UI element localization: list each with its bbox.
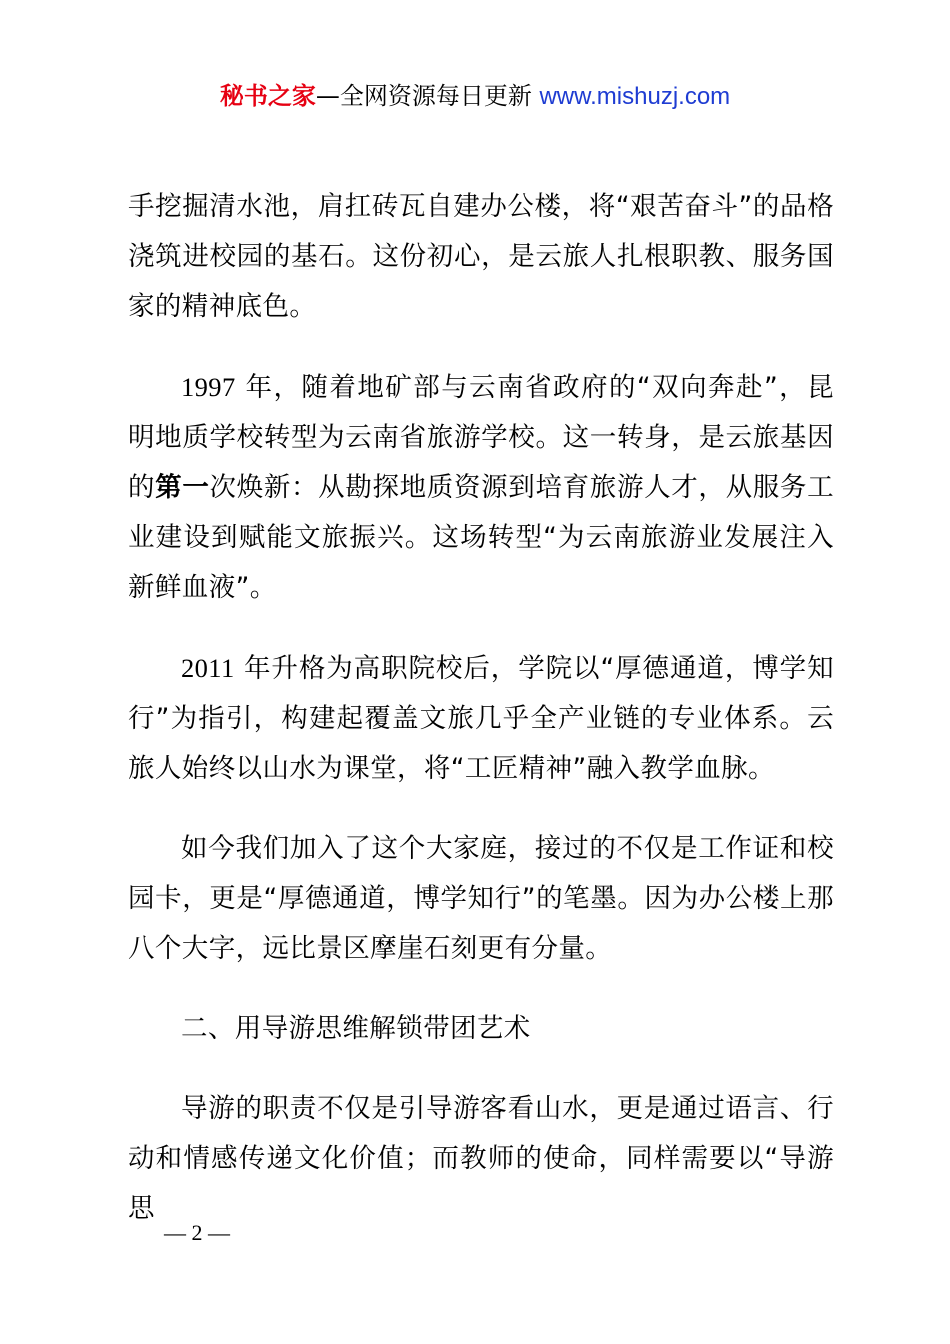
paragraph-3 xyxy=(128,643,834,794)
page-header xyxy=(0,80,950,113)
paragraph-2-bold: 第一 xyxy=(155,472,210,503)
year-1997: 1997 xyxy=(181,372,236,402)
header-brand: 秘书之家 xyxy=(219,82,316,110)
document-body xyxy=(128,182,834,1264)
header-url-link[interactable]: www.mishuzj.com xyxy=(539,83,731,110)
header-tagline: —全网资源每日更新 xyxy=(315,82,540,110)
section-heading: 二、用导游思维解锁带团艺术 xyxy=(181,1013,531,1044)
paragraph-6: 导游的职责不仅是引导游客看山水，更是通过语言、行动和情感传递文化价值；而教师的使命，同样需要以“导游思 xyxy=(128,1093,834,1224)
paragraph-1: 手挖掘清水池，肩扛砖瓦自建办公楼，将“艰苦奋斗”的品格浇筑进校园的基石。这份初心，是云旅人扎根职教、服务国家的精神底色。 xyxy=(128,191,834,322)
paragraph-2-text-a: 年，随着地矿部与云南省政府的“双向奔赴”，昆明地质学校转型为云南省旅游学校。这一转身，是云旅基因的 xyxy=(128,372,834,503)
year-2011: 2011 xyxy=(181,653,235,683)
paragraph-3-text: 年升格为高职院校后，学院以“厚德通道，博学知行”为指引，构建起覆盖文旅几乎全产业链的专业体系。云旅人始终以山水为课堂，将“工匠精神”融入教学血脉。 xyxy=(128,653,834,784)
paragraph-4: 如今我们加入了这个大家庭，接过的不仅是工作证和校园卡，更是“厚德通道，博学知行”的笔墨。因为办公楼上那八个大字，远比景区摩崖石刻更有分量。 xyxy=(128,833,834,964)
paragraph-2 xyxy=(128,362,834,613)
paragraph-2-text-b: 次焕新：从勘探地质资源到培育旅游人才，从服务工业建设到赋能文旅振兴。这场转型“为云南旅游业发展注入新鲜血液”。 xyxy=(128,472,834,603)
page-number: — 2 — xyxy=(164,1220,230,1245)
